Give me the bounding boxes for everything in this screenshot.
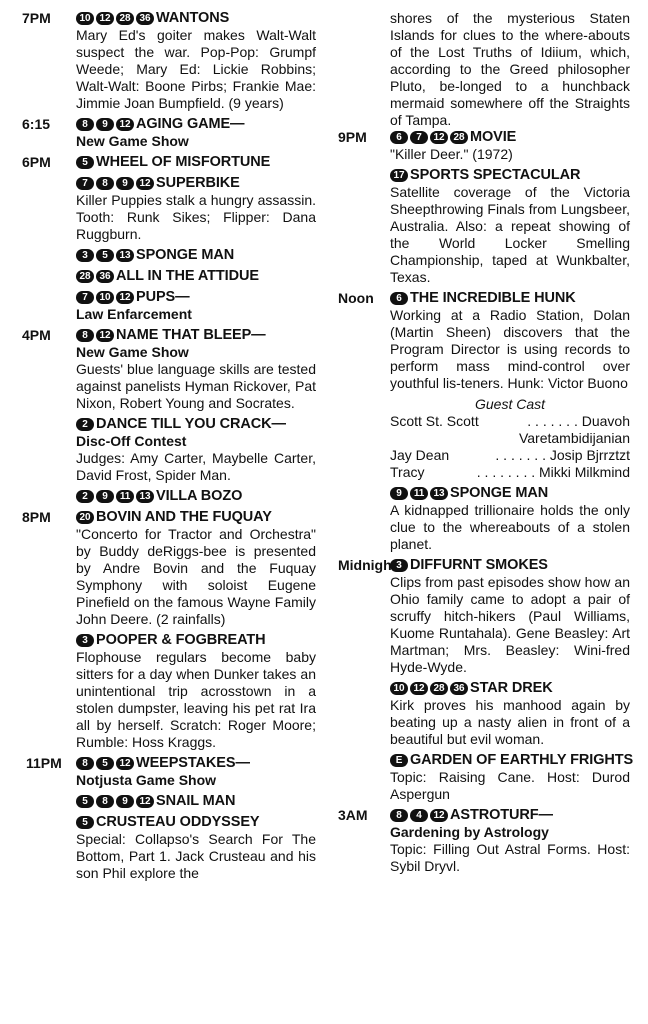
program-title: WEEPSTAKES—	[136, 755, 250, 771]
program-description: "Killer Deer." (1972)	[390, 146, 513, 162]
guest-cast-row	[390, 464, 630, 481]
title-row	[76, 327, 316, 344]
channel-badge: 11	[410, 487, 428, 500]
leader-dots: . . . . . . .	[491, 447, 550, 463]
program-title: GARDEN OF EARTHLY FRIGHTS	[410, 752, 634, 768]
channel-badge: 5	[76, 795, 94, 808]
channel-badge: 12	[96, 12, 114, 25]
channel-badges	[390, 167, 410, 183]
program-subtitle: Disc-Off Contest	[76, 433, 187, 449]
channel-badge: 7	[410, 131, 428, 144]
channel-badges	[76, 327, 116, 343]
channel-badge: 3	[76, 634, 94, 647]
actor-name: Josip Bjrrztzt	[549, 447, 630, 463]
channel-badges	[76, 154, 96, 170]
channel-badge: 12	[116, 757, 134, 770]
title-row	[76, 488, 316, 505]
channel-badges	[390, 752, 410, 768]
channel-badge: 12	[136, 177, 154, 190]
listing-sports-spectacular	[338, 167, 630, 286]
program-description: Topic: Filling Out Astral Forms. Host: Sybil Dryvl.	[390, 841, 630, 874]
channel-badge: 8	[76, 329, 94, 342]
channel-badges	[390, 129, 470, 145]
channel-badges	[76, 755, 136, 771]
channel-badges	[390, 680, 470, 696]
character-name: Tracy	[390, 464, 425, 480]
program-description: Satellite coverage of the Victoria Sheepthrowing Finals from Lungsbeer, Australia. Also: a repeat showing of the World Locker Smelling Championship, taped at Wunkbalter, Texas.	[390, 184, 630, 285]
channel-badge: 36	[96, 270, 114, 283]
listing-the-incredible-hunk	[338, 290, 630, 392]
channel-badge: 9	[116, 177, 134, 190]
channel-badge: 8	[96, 795, 114, 808]
listing-villa-bozo	[22, 488, 316, 505]
title-row	[390, 485, 630, 502]
channel-badge: 12	[430, 809, 448, 822]
channel-badge: 28	[450, 131, 468, 144]
channel-badge: 8	[76, 757, 94, 770]
channel-badges	[76, 116, 136, 132]
program-title: MOVIE	[470, 129, 517, 145]
title-row	[390, 752, 634, 769]
channel-badges	[76, 793, 156, 809]
program-subtitle: New Game Show	[76, 133, 189, 149]
title-row	[390, 807, 630, 824]
actor-name-continued: Varetambidijanian	[518, 430, 630, 446]
program-title: SPONGE MAN	[136, 247, 235, 263]
program-description: Kirk proves his manhood again by beating up a nasty alien in front of a beautiful but evil woman.	[390, 697, 630, 747]
channel-badge: 13	[136, 490, 154, 503]
program-description: Guests' blue language skills are tested against panelists Hyman Rickover, Pat Nixon, Robert Young and Socrates.	[76, 361, 316, 411]
program-title: CRUSTEAU ODDYSSEY	[96, 814, 260, 830]
guest-cast	[338, 396, 630, 481]
channel-badge: 10	[390, 682, 408, 695]
time-slot: 8PM	[22, 509, 51, 525]
listing-movie	[338, 129, 630, 163]
program-subtitle: Law Enfarcement	[76, 306, 192, 322]
time-slot: Noon	[338, 290, 374, 306]
program-title: NAME THAT BLEEP—	[116, 327, 266, 343]
channel-badge: 12	[136, 795, 154, 808]
listing-sponge-man	[22, 247, 316, 264]
title-row	[76, 509, 316, 526]
time-slot: 11PM	[26, 755, 62, 771]
channel-badge: 3	[390, 559, 408, 572]
channel-badge: 13	[116, 249, 134, 262]
channel-badges	[76, 289, 136, 305]
program-description: Special: Collapso's Search For The Bottom, Part 1. Jack Crusteau and his son Phil explore the	[76, 831, 316, 881]
channel-badges	[390, 807, 450, 823]
program-title: PUPS—	[136, 289, 190, 305]
listing-crusteau-oddyssey	[22, 814, 316, 882]
channel-badge: 28	[430, 682, 448, 695]
continued-description: shores of the mysterious Staten Islands for clues to the where-abouts of the Lost Truths of Idiium, which, according to the Greed philosopher Pluto, be-longed to a hunchback mermaid somewhere off the Straights of Tampa.	[390, 10, 630, 128]
leader-dots: . . . . . . .	[523, 413, 582, 429]
title-row	[390, 129, 630, 146]
program-title: DANCE TILL YOU CRACK—	[96, 416, 286, 432]
listing-name-that-bleep	[22, 327, 316, 412]
channel-badge: E	[390, 754, 408, 767]
program-title: VILLA BOZO	[156, 488, 243, 504]
character-name: Scott St. Scott	[390, 413, 479, 429]
time-slot: 4PM	[22, 327, 51, 343]
channel-badges	[390, 290, 410, 306]
channel-badge: 12	[96, 329, 114, 342]
listing-star-drek	[338, 680, 630, 748]
title-row	[390, 557, 630, 574]
listing-superbike	[22, 175, 316, 243]
actor-name: Mikki Milkmind	[539, 464, 630, 480]
title-row	[76, 416, 316, 433]
listing-astroturf	[338, 807, 630, 875]
channel-badge: 10	[96, 291, 114, 304]
time-slot: 6PM	[22, 154, 51, 170]
title-row	[76, 10, 316, 27]
program-title: BOVIN AND THE FUQUAY	[96, 509, 272, 525]
title-row	[76, 289, 316, 306]
channel-badge: 13	[430, 487, 448, 500]
channel-badge: 12	[410, 682, 428, 695]
program-subtitle: New Game Show	[76, 344, 189, 360]
title-row	[76, 154, 316, 171]
program-description: Judges: Amy Carter, Maybelle Carter, David Frost, Spider Man.	[76, 450, 316, 483]
listing-dance-till-you-crack	[22, 416, 316, 484]
program-title: THE INCREDIBLE HUNK	[410, 290, 576, 306]
listing-all-in-the-attidue	[22, 268, 316, 285]
channel-badge: 12	[430, 131, 448, 144]
program-title: SPORTS SPECTACULAR	[410, 167, 581, 183]
character-name: Jay Dean	[390, 447, 450, 463]
program-title: ALL IN THE ATTIDUE	[116, 268, 259, 284]
channel-badge: 7	[76, 291, 94, 304]
channel-badge: 6	[390, 131, 408, 144]
listing-pooper-fogbreath	[22, 632, 316, 751]
program-subtitle: Gardening by Astrology	[390, 824, 549, 840]
program-description: Clips from past episodes show how an Ohio family came to adopt a pair of scruffy hitch-hikers (Paul Williams, Kuome Runtahala). Gene Beasley: Art Martman; Mrs. Beasley: Wini-fred Hyde-Wyde.	[390, 574, 630, 675]
channel-badge: 10	[76, 12, 94, 25]
listing-wheel-of-misfortune	[22, 154, 316, 171]
listing-weepstakes	[22, 755, 316, 789]
listing-diffurnt-smokes	[338, 557, 630, 676]
program-description: Topic: Raising Cane. Host: Durod Aspergun	[390, 769, 630, 802]
channel-badge: 20	[76, 511, 94, 524]
title-row	[390, 680, 630, 697]
program-subtitle: Notjusta Game Show	[76, 772, 217, 788]
channel-badge: 4	[410, 809, 428, 822]
channel-badge: 5	[76, 156, 94, 169]
title-row	[76, 268, 316, 285]
time-slot: Midnight	[338, 557, 397, 573]
channel-badge: 36	[136, 12, 154, 25]
program-title: AGING GAME—	[136, 116, 245, 132]
title-row	[76, 632, 316, 649]
title-row	[76, 175, 316, 192]
program-title: DIFFURNT SMOKES	[410, 557, 548, 573]
channel-badge: 9	[116, 795, 134, 808]
channel-badges	[76, 10, 156, 26]
program-description: A kidnapped trillionaire holds the only clue to the whereabouts of a stolen planet.	[390, 502, 630, 552]
title-row	[76, 116, 316, 133]
channel-badge: 11	[116, 490, 134, 503]
channel-badge: 28	[76, 270, 94, 283]
guest-cast-row	[390, 413, 630, 430]
listing-snail-man	[22, 793, 316, 810]
program-title: SPONGE MAN	[450, 485, 549, 501]
channel-badge: 8	[96, 177, 114, 190]
listing-wantons	[22, 10, 316, 112]
channel-badges	[76, 247, 136, 263]
channel-badge: 2	[76, 490, 94, 503]
guest-cast-row	[390, 447, 630, 464]
program-title: SNAIL MAN	[156, 793, 236, 809]
program-description: "Concerto for Tractor and Orchestra" by Buddy deRiggs-bee is presented by Andre Bovin and the Fuquay Symphony with soloist Eugene Pinefield on the famous Wayne Family John Deere. (2 rainfalls)	[76, 526, 316, 627]
program-title: POOPER & FOGBREATH	[96, 632, 266, 648]
program-description: Mary Ed's goiter makes Walt-Walt suspect the war. Pop-Pop: Grumpf Weede; Mary Ed: Lickie Robbins; Walt-Walt: Boone Pirbs; Frankie Mae: Jimmie Joan Bumpfield. (9 years)	[76, 27, 316, 111]
program-title: ASTROTURF—	[450, 807, 553, 823]
listing-sponge-man	[338, 485, 630, 553]
channel-badge: 12	[116, 291, 134, 304]
program-title: STAR DREK	[470, 680, 553, 696]
channel-badge: 7	[76, 177, 94, 190]
listing-pups	[22, 289, 316, 323]
channel-badge: 36	[450, 682, 468, 695]
channel-badge: 9	[96, 118, 114, 131]
channel-badge: 12	[116, 118, 134, 131]
time-slot: 3AM	[338, 807, 368, 823]
channel-badges	[390, 485, 450, 501]
channel-badges	[76, 632, 96, 648]
left-column	[22, 10, 316, 886]
channel-badge: 6	[390, 292, 408, 305]
leader-dots: . . . . . . . .	[472, 464, 539, 480]
channel-badge: 8	[390, 809, 408, 822]
guest-cast-header: Guest Cast	[474, 396, 546, 412]
channel-badge: 8	[76, 118, 94, 131]
channel-badges	[76, 268, 116, 284]
program-title: WANTONS	[156, 10, 230, 26]
channel-badges	[76, 416, 96, 432]
channel-badge: 17	[390, 169, 408, 182]
listing-bovin-and-the-fuquay	[22, 509, 316, 628]
right-entries	[338, 129, 634, 875]
title-row	[76, 814, 316, 831]
actor-name: Duavoh	[581, 413, 630, 429]
program-title: WHEEL OF MISFORTUNE	[96, 154, 271, 170]
title-row	[390, 290, 630, 307]
title-row	[76, 247, 316, 264]
channel-badge: 9	[390, 487, 408, 500]
program-title: SUPERBIKE	[156, 175, 240, 191]
channel-badge: 5	[76, 816, 94, 829]
program-description: Killer Puppies stalk a hungry assassin. Tooth: Runk Sikes; Flipper: Dana Ruggburn.	[76, 192, 316, 242]
channel-badges	[76, 814, 96, 830]
channel-badges	[76, 175, 156, 191]
listing-garden-of-earthly-frights	[338, 752, 634, 803]
program-description: Flophouse regulars become baby sitters for a day when Dunker takes an unintentional trip acrosstown in a stolen dumpster, leaving his pet rat Ira all by herself. Scratch: Roger Moore; Rumble: Hoss Kraggs.	[76, 649, 316, 750]
title-row	[390, 167, 630, 184]
channel-badges	[76, 509, 96, 525]
time-slot: 9PM	[338, 129, 367, 145]
listing-aging-game	[22, 116, 316, 150]
channel-badge: 3	[76, 249, 94, 262]
channel-badge: 2	[76, 418, 94, 431]
channel-badge: 5	[96, 249, 114, 262]
time-slot: 6:15	[22, 116, 51, 132]
program-description: Working at a Radio Station, Dolan (Martin Sheen) discovers that the Program Director is using records to perform mass mind-control over youthful lis-teners. Hunk: Victor Buono	[390, 307, 630, 391]
channel-badge: 5	[96, 757, 114, 770]
channel-badge: 9	[96, 490, 114, 503]
title-row	[76, 755, 316, 772]
channel-badge: 28	[116, 12, 134, 25]
title-row	[76, 793, 316, 810]
channel-badges	[76, 488, 156, 504]
time-slot: 7PM	[22, 10, 51, 26]
right-column	[338, 10, 634, 879]
